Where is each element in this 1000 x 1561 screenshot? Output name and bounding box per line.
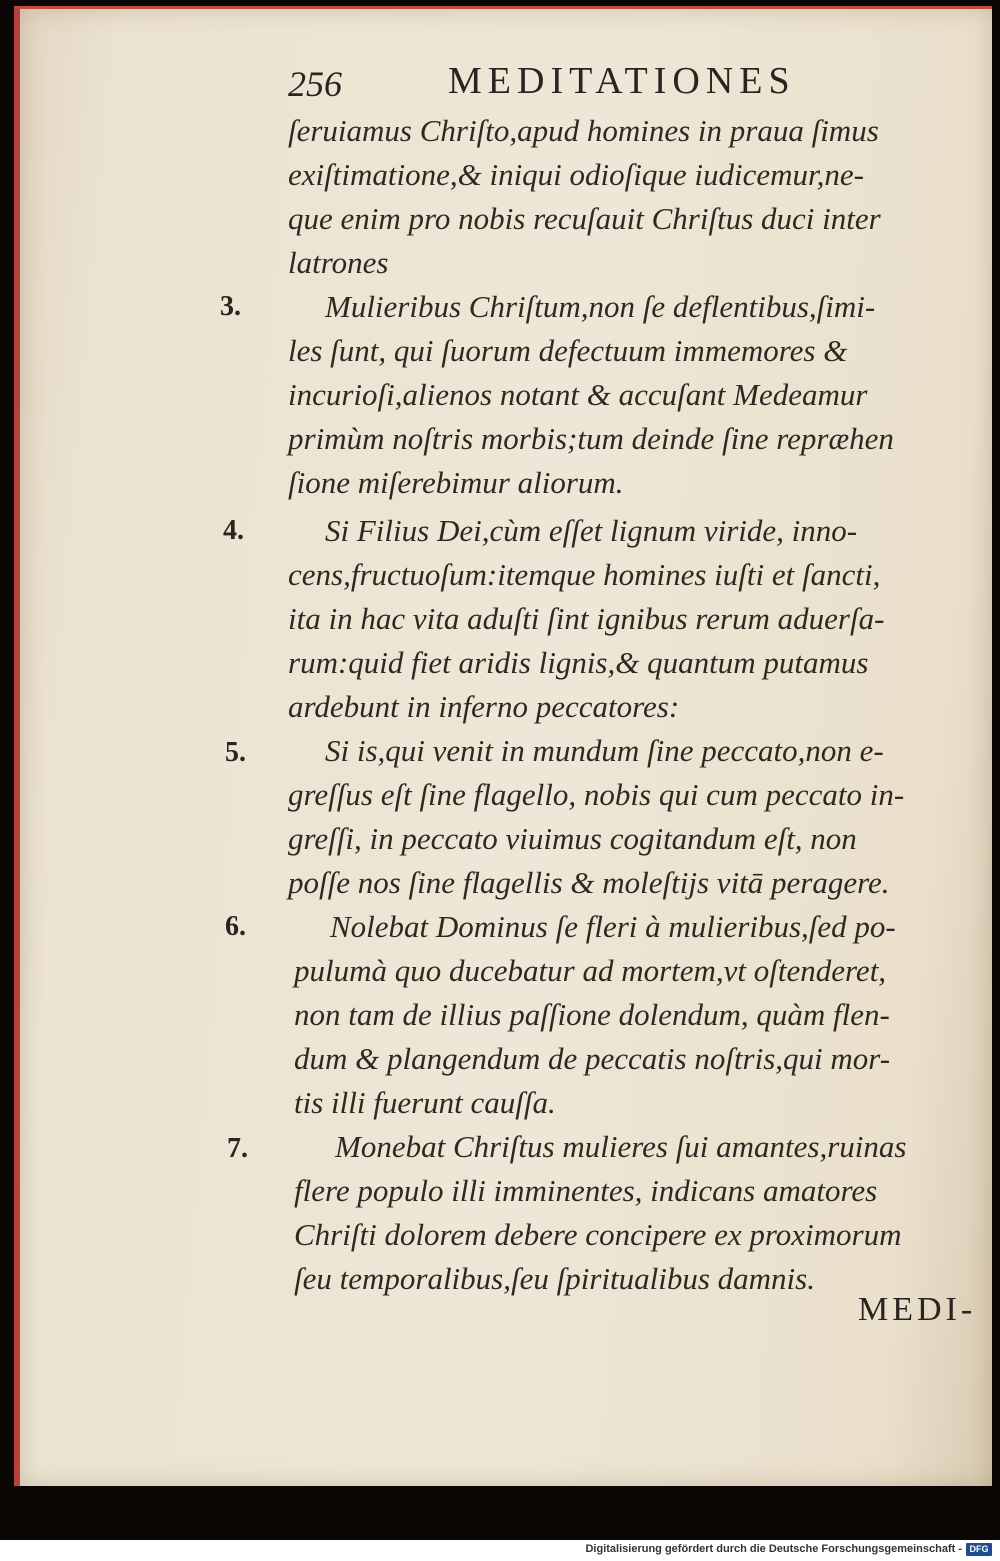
text-line: ſeu temporalibus,ſeu ſpiritualibus damnis. — [294, 1261, 815, 1296]
text-line: pulumà quo ducebatur ad mortem,vt oſtenderet, — [294, 953, 887, 988]
catchword: MEDI- — [858, 1291, 977, 1328]
text-line: greſſi, in peccato viuimus cogitandum eſt, non — [288, 821, 857, 856]
paragraph-number: 3. — [220, 291, 241, 322]
text-line: que enim pro nobis recuſauit Chriſtus duci inter — [288, 201, 881, 236]
text-line: les ſunt, qui ſuorum defectuum immemores & — [288, 333, 848, 368]
text-line: dum & plangendum de peccatis noſtris,qui mor- — [294, 1041, 891, 1076]
paragraph-number: 6. — [225, 911, 246, 942]
text-line: Monebat Chriſtus mulieres ſui amantes,ruinas — [335, 1129, 907, 1164]
text-line: ſeruiamus Chriſto,apud homines in praua ſimus — [288, 113, 879, 148]
text-line: cens,fructuoſum:itemque homines iuſti et ſancti, — [288, 557, 881, 592]
digitization-footer — [0, 1540, 1000, 1561]
text-line: exiſtimatione,& iniqui odioſique iudicemur,ne- — [288, 157, 864, 192]
text-line: Chriſti dolorem debere concipere ex proximorum — [294, 1217, 902, 1252]
text-line: ardebunt in inferno peccatores: — [288, 689, 680, 724]
text-line: ita in hac vita aduſti ſint ignibus rerum aduerſa- — [288, 601, 885, 636]
text-line: primùm noſtris morbis;tum deinde ſine repræhen — [288, 421, 894, 456]
text-line: non tam de illius paſſione dolendum, quàm flen- — [294, 997, 890, 1032]
text-line: tis illi fuerunt cauſſa. — [294, 1085, 556, 1120]
text-line: rum:quid fiet aridis lignis,& quantum putamus — [288, 645, 869, 680]
text-line: ſione miſerebimur aliorum. — [288, 465, 624, 500]
paragraph-number: 4. — [223, 515, 244, 546]
text-line: incurioſi,alienos notant & accuſant Medeamur — [288, 377, 868, 412]
text-line: greſſus eſt ſine flagello, nobis qui cum peccato in- — [288, 777, 905, 812]
text-line: poſſe nos ſine flagellis & moleſtijs vitā peragere. — [288, 865, 890, 900]
page-number: 256 — [288, 64, 342, 104]
book-page — [14, 6, 992, 1486]
paragraph-number: 7. — [227, 1133, 248, 1164]
text-line: Mulieribus Chriſtum,non ſe deflentibus,ſimi- — [325, 289, 876, 324]
page-header — [288, 59, 873, 109]
digitization-credit: Digitalisierung gefördert durch die Deutsche Forschungsgemeinschaft - — [585, 1543, 962, 1555]
running-title: MEDITATIONES — [448, 60, 796, 102]
text-line: latrones — [288, 245, 389, 280]
text-line: flere populo illi imminentes, indicans amatores — [294, 1173, 878, 1208]
paragraph-number: 5. — [225, 737, 246, 768]
text-line: Si is,qui venit in mundum ſine peccato,non e- — [325, 733, 884, 768]
dfg-logo-icon: DFG — [966, 1543, 992, 1556]
text-line: Nolebat Dominus ſe fleri à mulieribus,ſed po- — [330, 909, 896, 944]
text-line: Si Filius Dei,cùm eſſet lignum viride, inno- — [325, 513, 858, 548]
